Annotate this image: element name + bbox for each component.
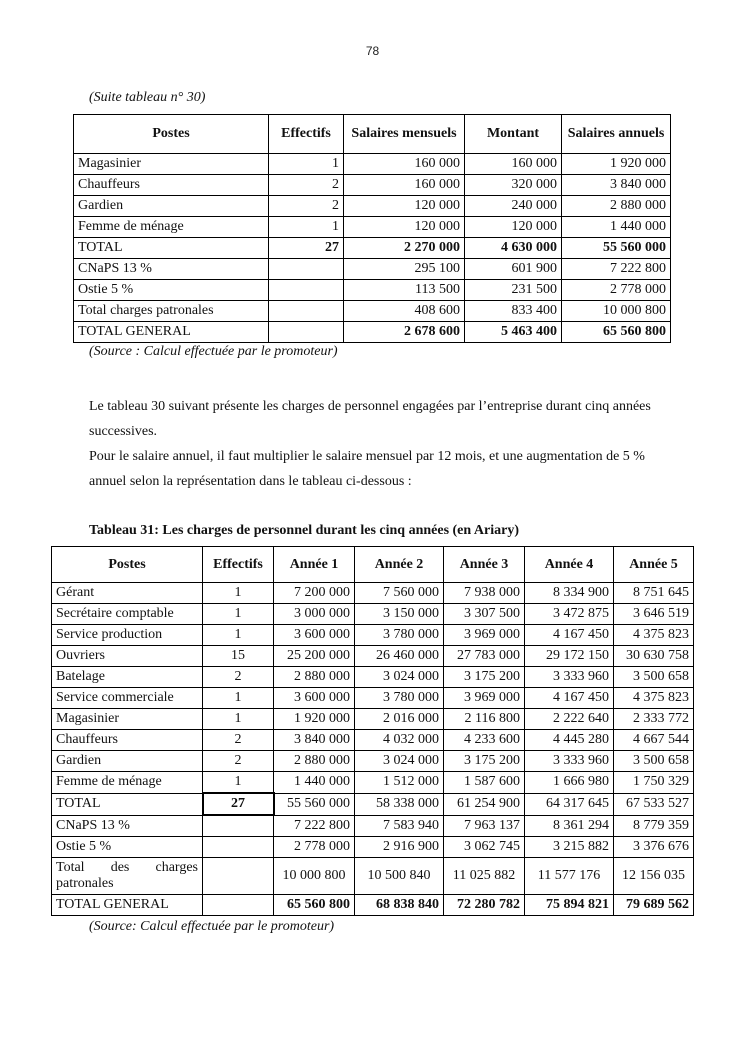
header-effectifs: Effectifs [203,547,274,583]
cell-montant: 601 900 [465,259,562,280]
table-row [52,688,694,709]
header-annee-5: Année 5 [614,547,694,583]
cell-salaires-mensuels: 295 100 [344,259,465,280]
cell-effectifs: 15 [203,646,274,667]
cell-annee-1: 3 840 000 [274,730,355,751]
table-row [52,895,694,916]
cell-annee-1: 65 560 800 [274,895,355,916]
cell-salaires-mensuels: 408 600 [344,301,465,322]
cell-annee-4: 29 172 150 [525,646,614,667]
cell-annee-5: 3 500 658 [614,667,694,688]
cell-montant: 160 000 [465,154,562,175]
cell-annee-2: 4 032 000 [355,730,444,751]
table-31 [51,546,694,916]
cell-annee-1: 3 600 000 [274,625,355,646]
cell-annee-2: 26 460 000 [355,646,444,667]
cell-annee-3: 3 969 000 [444,625,525,646]
header-salaires-mensuels: Salaires mensuels [344,115,465,154]
cell-annee-1: 7 200 000 [274,583,355,604]
cell-annee-5: 12 156 035 [614,858,694,895]
cell-annee-4: 3 215 882 [525,837,614,858]
cell-montant: 833 400 [465,301,562,322]
cell-annee-4: 2 222 640 [525,709,614,730]
cell-poste: Service commerciale [52,688,203,709]
table-header-row [74,115,671,154]
cell-annee-3: 2 116 800 [444,709,525,730]
paragraph-1: Le tableau 30 suivant présente les charges de personnel engagées par l’entreprise durant cinq années successives. [89,399,651,439]
cell-annee-1: 1 440 000 [274,772,355,794]
page-number: 78 [365,44,380,58]
cell-salaires-annuels: 10 000 800 [562,301,671,322]
cell-annee-5: 4 375 823 [614,625,694,646]
table30-source: (Source : Calcul effectuée par le promoteur) [89,344,338,359]
cell-annee-3: 3 175 200 [444,667,525,688]
cell-poste: CNaPS 13 % [52,815,203,837]
table30-caption: (Suite tableau n° 30) [89,90,206,105]
cell-poste: Total charges patronales [74,301,269,322]
cell-salaires-mensuels: 2 678 600 [344,322,465,343]
cell-annee-5: 3 646 519 [614,604,694,625]
cell-annee-4: 3 472 875 [525,604,614,625]
cell-annee-5: 8 779 359 [614,815,694,837]
cell-effectifs: 1 [203,625,274,646]
cell-annee-1: 2 778 000 [274,837,355,858]
cell-annee-3: 1 587 600 [444,772,525,794]
cell-annee-5: 2 333 772 [614,709,694,730]
cell-montant: 240 000 [465,196,562,217]
table-header-row [52,547,694,583]
cell-annee-1: 25 200 000 [274,646,355,667]
cell-annee-5: 3 500 658 [614,751,694,772]
table-row [74,259,671,280]
cell-effectifs [203,837,274,858]
cell-annee-3: 61 254 900 [444,793,525,815]
cell-annee-3: 3 307 500 [444,604,525,625]
cell-poste: Gardien [74,196,269,217]
table31-title: Tableau 31: Les charges de personnel durant les cinq années (en Ariary) [89,523,519,538]
cell-effectifs [203,895,274,916]
table-row [52,667,694,688]
cell-annee-3: 4 233 600 [444,730,525,751]
cell-annee-2: 3 780 000 [355,688,444,709]
cell-poste: TOTAL [74,238,269,259]
table-row [74,175,671,196]
table-row [52,815,694,837]
cell-annee-2: 3 024 000 [355,751,444,772]
cell-annee-4: 64 317 645 [525,793,614,815]
cell-annee-3: 7 963 137 [444,815,525,837]
cell-annee-5: 3 376 676 [614,837,694,858]
cell-poste: Ostie 5 % [74,280,269,301]
cell-annee-4: 1 666 980 [525,772,614,794]
header-annee-1: Année 1 [274,547,355,583]
table-row [52,583,694,604]
cell-poste: Secrétaire comptable [52,604,203,625]
cell-poste [52,858,203,895]
cell-annee-4: 4 167 450 [525,688,614,709]
cell-effectifs: 1 [269,154,344,175]
cell-poste: CNaPS 13 % [74,259,269,280]
cell-montant: 320 000 [465,175,562,196]
table-row [52,604,694,625]
table-row [52,772,694,794]
header-effectifs: Effectifs [269,115,344,154]
cell-annee-2: 1 512 000 [355,772,444,794]
cell-salaires-annuels: 1 440 000 [562,217,671,238]
cell-effectifs [269,259,344,280]
table-row [52,793,694,815]
cell-annee-3: 3 969 000 [444,688,525,709]
cell-annee-1: 3 600 000 [274,688,355,709]
cell-effectifs: 1 [203,772,274,794]
cell-effectifs: 27 [269,238,344,259]
cell-effectifs: 2 [203,751,274,772]
cell-salaires-annuels: 7 222 800 [562,259,671,280]
table-row [74,280,671,301]
header-postes: Postes [52,547,203,583]
cell-annee-4: 8 361 294 [525,815,614,837]
cell-poste: Femme de ménage [74,217,269,238]
cell-annee-4: 75 894 821 [525,895,614,916]
header-annee-3: Année 3 [444,547,525,583]
cell-annee-3: 27 783 000 [444,646,525,667]
cell-annee-3: 3 062 745 [444,837,525,858]
cell-annee-4: 3 333 960 [525,751,614,772]
cell-effectifs [269,322,344,343]
cell-annee-3: 3 175 200 [444,751,525,772]
cell-annee-5: 4 375 823 [614,688,694,709]
cell-effectifs: 1 [203,709,274,730]
cell-annee-4: 8 334 900 [525,583,614,604]
cell-montant: 4 630 000 [465,238,562,259]
cell-annee-5: 4 667 544 [614,730,694,751]
header-montant: Montant [465,115,562,154]
cell-annee-2: 10 500 840 [355,858,444,895]
cell-effectifs: 27 [203,793,274,815]
cell-annee-2: 2 016 000 [355,709,444,730]
cell-annee-4: 4 167 450 [525,625,614,646]
cell-montant: 5 463 400 [465,322,562,343]
cell-annee-3: 7 938 000 [444,583,525,604]
cell-effectifs: 2 [269,196,344,217]
cell-poste: Magasinier [74,154,269,175]
cell-annee-2: 3 780 000 [355,625,444,646]
cell-annee-5: 79 689 562 [614,895,694,916]
cell-salaires-annuels: 1 920 000 [562,154,671,175]
cell-montant: 231 500 [465,280,562,301]
cell-annee-2: 58 338 000 [355,793,444,815]
cell-poste: Chauffeurs [52,730,203,751]
cell-salaires-annuels: 3 840 000 [562,175,671,196]
header-salaires-annuels: Salaires annuels [562,115,671,154]
cell-annee-5: 8 751 645 [614,583,694,604]
cell-annee-5: 67 533 527 [614,793,694,815]
cell-annee-1: 7 222 800 [274,815,355,837]
table-row [52,646,694,667]
cell-poste: Ostie 5 % [52,837,203,858]
cell-salaires-mensuels: 160 000 [344,154,465,175]
table-row [52,730,694,751]
header-postes: Postes [74,115,269,154]
table-row [52,625,694,646]
cell-poste: Batelage [52,667,203,688]
cell-annee-2: 3 024 000 [355,667,444,688]
cell-annee-5: 30 630 758 [614,646,694,667]
table31-source: (Source: Calcul effectuée par le promoteur) [89,919,335,934]
cell-poste: Gérant [52,583,203,604]
cell-poste: TOTAL GENERAL [52,895,203,916]
paragraph-2: Pour le salaire annuel, il faut multiplier le salaire mensuel par 12 mois, et une augmentation de 5 % annuel selon la représentation dans le tableau ci-dessous : [89,449,645,489]
cell-poste: Magasinier [52,709,203,730]
cell-poste: Chauffeurs [74,175,269,196]
table-row [74,238,671,259]
cell-salaires-annuels: 2 880 000 [562,196,671,217]
cell-effectifs [203,815,274,837]
table-row [52,751,694,772]
cell-salaires-mensuels: 120 000 [344,217,465,238]
cell-annee-4: 3 333 960 [525,667,614,688]
cell-effectifs: 1 [269,217,344,238]
table-row [74,301,671,322]
cell-effectifs [203,858,274,895]
cell-poste-text: Total des charges patronales [56,860,198,891]
cell-annee-1: 2 880 000 [274,667,355,688]
cell-annee-4: 4 445 280 [525,730,614,751]
table-row [74,154,671,175]
cell-effectifs: 2 [203,730,274,751]
cell-poste: TOTAL [52,793,203,815]
cell-annee-2: 2 916 900 [355,837,444,858]
cell-salaires-annuels: 2 778 000 [562,280,671,301]
cell-poste: Ouvriers [52,646,203,667]
table-row [52,837,694,858]
cell-salaires-mensuels: 160 000 [344,175,465,196]
cell-annee-1: 1 920 000 [274,709,355,730]
cell-annee-1: 55 560 000 [274,793,355,815]
cell-salaires-annuels: 55 560 000 [562,238,671,259]
cell-poste: Gardien [52,751,203,772]
cell-annee-2: 68 838 840 [355,895,444,916]
cell-salaires-mensuels: 2 270 000 [344,238,465,259]
cell-effectifs: 1 [203,688,274,709]
table-row [74,322,671,343]
cell-annee-3: 11 025 882 [444,858,525,895]
cell-poste: Femme de ménage [52,772,203,794]
cell-annee-2: 3 150 000 [355,604,444,625]
cell-annee-1: 3 000 000 [274,604,355,625]
cell-effectifs [269,301,344,322]
table-30 [73,114,671,343]
cell-salaires-mensuels: 113 500 [344,280,465,301]
cell-montant: 120 000 [465,217,562,238]
cell-annee-1: 10 000 800 [274,858,355,895]
table-row [52,709,694,730]
cell-annee-1: 2 880 000 [274,751,355,772]
cell-salaires-mensuels: 120 000 [344,196,465,217]
header-annee-2: Année 2 [355,547,444,583]
cell-annee-2: 7 560 000 [355,583,444,604]
cell-poste: TOTAL GENERAL [74,322,269,343]
cell-annee-5: 1 750 329 [614,772,694,794]
cell-effectifs: 1 [203,604,274,625]
table-row [74,217,671,238]
cell-effectifs: 1 [203,583,274,604]
table-row [74,196,671,217]
cell-annee-2: 7 583 940 [355,815,444,837]
header-annee-4: Année 4 [525,547,614,583]
cell-effectifs [269,280,344,301]
cell-annee-3: 72 280 782 [444,895,525,916]
table-row [52,858,694,895]
cell-salaires-annuels: 65 560 800 [562,322,671,343]
cell-poste: Service production [52,625,203,646]
cell-annee-4: 11 577 176 [525,858,614,895]
cell-effectifs: 2 [269,175,344,196]
cell-effectifs: 2 [203,667,274,688]
